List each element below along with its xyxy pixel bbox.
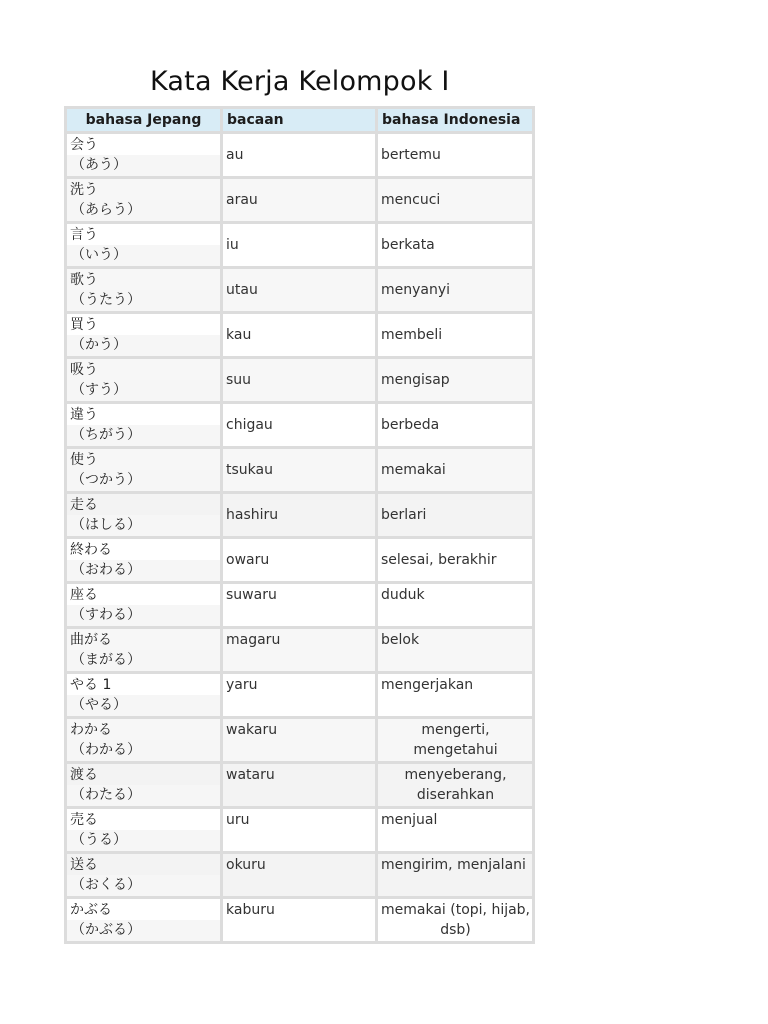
kana-text: （かう） xyxy=(67,335,220,356)
table-row xyxy=(66,583,534,628)
kanji-text: 座る xyxy=(70,587,98,603)
header-japanese: bahasa Jepang xyxy=(66,108,222,133)
japanese-cell xyxy=(66,313,222,358)
japanese-cell xyxy=(66,538,222,583)
reading-cell: uru xyxy=(222,808,377,853)
kana-text: （はしる） xyxy=(67,515,220,536)
japanese-cell xyxy=(66,583,222,628)
kana-text: （おわる） xyxy=(67,560,220,581)
kana-text: （やる） xyxy=(67,695,220,716)
kanji-text: かぶる xyxy=(70,902,112,918)
japanese-cell xyxy=(66,718,222,763)
reading-cell: iu xyxy=(222,223,377,268)
japanese-cell xyxy=(66,403,222,448)
table-row xyxy=(66,493,534,538)
reading-cell: au xyxy=(222,133,377,178)
reading-cell: chigau xyxy=(222,403,377,448)
table-row xyxy=(66,673,534,718)
kanji-text: 送る xyxy=(70,857,98,873)
kana-text: （いう） xyxy=(67,245,220,266)
meaning-cell: mengerti, mengetahui xyxy=(377,718,534,763)
japanese-cell xyxy=(66,223,222,268)
kanji-text: 渡る xyxy=(70,767,98,783)
table-header-row xyxy=(66,108,534,133)
header-indonesian: bahasa Indonesia xyxy=(377,108,534,133)
reading-cell: kaburu xyxy=(222,898,377,943)
japanese-cell xyxy=(66,673,222,718)
reading-cell: arau xyxy=(222,178,377,223)
table-row xyxy=(66,808,534,853)
reading-cell: owaru xyxy=(222,538,377,583)
meaning-cell: berkata xyxy=(377,223,534,268)
reading-cell: kau xyxy=(222,313,377,358)
table-row xyxy=(66,268,534,313)
kanji-text: 会う xyxy=(70,137,98,153)
kanji-text: 違う xyxy=(70,407,98,423)
meaning-cell: menyeberang, diserahkan xyxy=(377,763,534,808)
reading-cell: suwaru xyxy=(222,583,377,628)
reading-cell: wakaru xyxy=(222,718,377,763)
meaning-cell: memakai xyxy=(377,448,534,493)
japanese-cell xyxy=(66,808,222,853)
table-row xyxy=(66,763,534,808)
kanji-text: 曲がる xyxy=(70,632,112,648)
meaning-cell: mencuci xyxy=(377,178,534,223)
japanese-cell xyxy=(66,763,222,808)
kana-text: （かぶる） xyxy=(67,920,220,941)
reading-cell: utau xyxy=(222,268,377,313)
table-row xyxy=(66,178,534,223)
meaning-cell: bertemu xyxy=(377,133,534,178)
kanji-text: やる 1 xyxy=(70,677,112,693)
kana-text: （ちがう） xyxy=(67,425,220,446)
meaning-cell: membeli xyxy=(377,313,534,358)
table-row xyxy=(66,718,534,763)
kanji-text: 吸う xyxy=(70,362,98,378)
japanese-cell xyxy=(66,448,222,493)
kana-text: （すう） xyxy=(67,380,220,401)
meaning-cell: belok xyxy=(377,628,534,673)
meaning-cell: berlari xyxy=(377,493,534,538)
kanji-text: 走る xyxy=(70,497,98,513)
meaning-cell: mengirim, menjalani xyxy=(377,853,534,898)
reading-cell: hashiru xyxy=(222,493,377,538)
meaning-cell: memakai (topi, hijab, dsb) xyxy=(377,898,534,943)
kana-text: （うる） xyxy=(67,830,220,851)
kanji-text: 洗う xyxy=(70,182,98,198)
table-row xyxy=(66,313,534,358)
kanji-text: 使う xyxy=(70,452,98,468)
table-row xyxy=(66,538,534,583)
reading-cell: tsukau xyxy=(222,448,377,493)
japanese-cell xyxy=(66,268,222,313)
meaning-cell: menjual xyxy=(377,808,534,853)
japanese-cell xyxy=(66,628,222,673)
meaning-cell: menyanyi xyxy=(377,268,534,313)
reading-cell: yaru xyxy=(222,673,377,718)
kana-text: （あう） xyxy=(67,155,220,176)
kana-text: （おくる） xyxy=(67,875,220,896)
kanji-text: わかる xyxy=(70,722,112,738)
kana-text: （わかる） xyxy=(67,740,220,761)
table-row xyxy=(66,898,534,943)
meaning-cell: mengerjakan xyxy=(377,673,534,718)
kanji-text: 買う xyxy=(70,317,98,333)
meaning-cell: mengisap xyxy=(377,358,534,403)
kanji-text: 歌う xyxy=(70,272,98,288)
kanji-text: 言う xyxy=(70,227,98,243)
table-row xyxy=(66,403,534,448)
reading-cell: okuru xyxy=(222,853,377,898)
reading-cell: suu xyxy=(222,358,377,403)
japanese-cell xyxy=(66,493,222,538)
table-row xyxy=(66,223,534,268)
kana-text: （あらう） xyxy=(67,200,220,221)
japanese-cell xyxy=(66,898,222,943)
meaning-cell: berbeda xyxy=(377,403,534,448)
page-title: Kata Kerja Kelompok I xyxy=(150,66,450,97)
kana-text: （わたる） xyxy=(67,785,220,806)
kana-text: （うたう） xyxy=(67,290,220,311)
japanese-cell xyxy=(66,358,222,403)
table-row xyxy=(66,133,534,178)
japanese-cell xyxy=(66,853,222,898)
japanese-cell xyxy=(66,133,222,178)
table-row xyxy=(66,448,534,493)
table-row xyxy=(66,628,534,673)
meaning-cell: duduk xyxy=(377,583,534,628)
japanese-cell xyxy=(66,178,222,223)
kanji-text: 売る xyxy=(70,812,98,828)
kana-text: （つかう） xyxy=(67,470,220,491)
meaning-cell: selesai, berakhir xyxy=(377,538,534,583)
table-row xyxy=(66,358,534,403)
header-reading: bacaan xyxy=(222,108,377,133)
vocabulary-table xyxy=(64,106,535,944)
kana-text: （まがる） xyxy=(67,650,220,671)
reading-cell: wataru xyxy=(222,763,377,808)
table-row xyxy=(66,853,534,898)
kanji-text: 終わる xyxy=(70,542,112,558)
reading-cell: magaru xyxy=(222,628,377,673)
kana-text: （すわる） xyxy=(67,605,220,626)
